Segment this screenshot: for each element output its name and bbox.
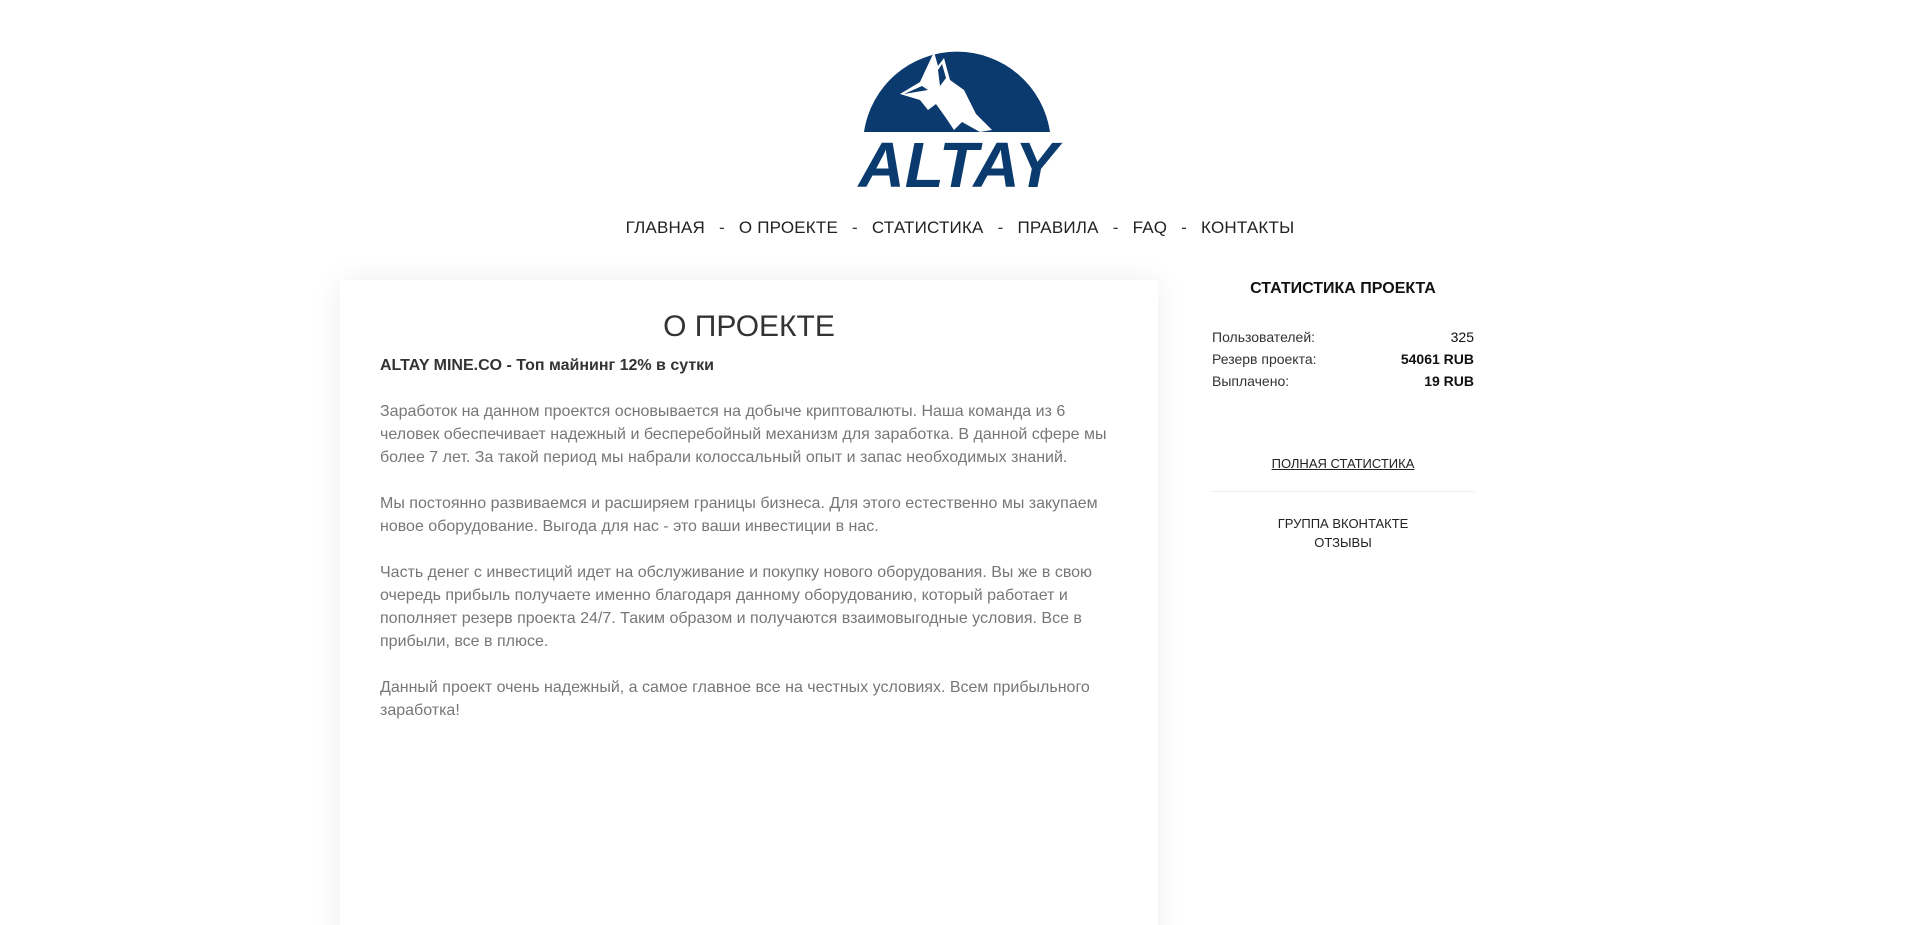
bottom-logo-image	[605, 890, 865, 925]
mountain-logo-icon	[605, 890, 865, 925]
about-lead: ALTAY MINE.CO - Топ майнинг 12% в сутки	[380, 357, 715, 374]
stat-row-reserve	[1212, 348, 1474, 370]
stat-label: Пользователей:	[1212, 329, 1316, 345]
nav-item-statistics[interactable]: СТАТИСТИКА	[871, 218, 984, 237]
mountain-logo-icon	[842, 30, 1074, 190]
altay-logo[interactable]	[842, 30, 1074, 190]
nav-item-about[interactable]: О ПРОЕКТЕ	[738, 218, 839, 237]
sidebar-title: СТАТИСТИКА ПРОЕКТА	[1250, 280, 1436, 297]
about-paragraph: Заработок на данном проектся основывается на добыче криптовалюты. Наша команда из 6 человек обеспечивает надежный и бесперебойный механизм для заработка. В данной сфере мы более 7 лет. За такой период мы набрали колоссальный опыт и запас необходимых знаний.	[380, 403, 1107, 466]
nav-separator: -	[1112, 218, 1119, 237]
nav-separator: -	[852, 218, 858, 237]
nav-item-faq[interactable]: FAQ	[1132, 218, 1168, 237]
stat-value: 325	[1450, 329, 1474, 345]
stat-label: Выплачено:	[1212, 373, 1290, 389]
nav-separator: -	[719, 218, 725, 237]
stat-value: 19 RUB	[1424, 373, 1474, 389]
nav-item-contacts[interactable]: КОНТАКТЫ	[1201, 218, 1295, 237]
about-paragraph: Часть денег с инвестиций идет на обслуживание и покупку нового оборудования. Вы же в свою очередь прибыль получаете именно благодаря данному оборудованию, который работает и пополняет резерв проекта 24/7. Таким образом и получаются взаимовыгодные условия. Все в прибыли, все в плюсе.	[380, 564, 1093, 650]
reviews-link[interactable]: ОТЗЫВЫ	[1314, 535, 1372, 550]
about-text	[380, 354, 1120, 745]
nav-separator: -	[997, 218, 1004, 237]
stat-value: 54061 RUB	[1400, 351, 1474, 367]
stat-row-users	[1212, 326, 1474, 348]
vk-group-link[interactable]: ГРУППА ВКОНТАКТЕ	[1277, 516, 1409, 531]
full-stats-link[interactable]: ПОЛНАЯ СТАТИСТИКА	[1271, 456, 1415, 471]
logo-wordmark: ALTAY	[858, 129, 1058, 190]
stat-label: Резерв проекта:	[1212, 351, 1317, 367]
page-title: О ПРОЕКТЕ	[663, 310, 835, 343]
stats-list	[1212, 326, 1474, 392]
sidebar-divider	[1212, 491, 1474, 492]
nav-item-home[interactable]: ГЛАВНАЯ	[625, 218, 706, 237]
nav-separator: -	[1181, 218, 1188, 237]
stat-row-paid	[1212, 370, 1474, 392]
nav-item-rules[interactable]: ПРАВИЛА	[1017, 218, 1099, 237]
main-nav	[0, 218, 1920, 238]
stats-sidebar	[1212, 280, 1474, 552]
about-paragraph: Данный проект очень надежный, а самое главное все на честных условиях. Всем прибыльного заработка!	[380, 679, 1090, 719]
about-card	[340, 280, 1158, 925]
sidebar-links	[1212, 514, 1474, 552]
about-paragraph: Мы постоянно развиваемся и расширяем границы бизнеса. Для этого естественно мы закупаем новое оборудование. Выгода для нас - это ваши инвестиции в нас.	[380, 495, 1098, 535]
